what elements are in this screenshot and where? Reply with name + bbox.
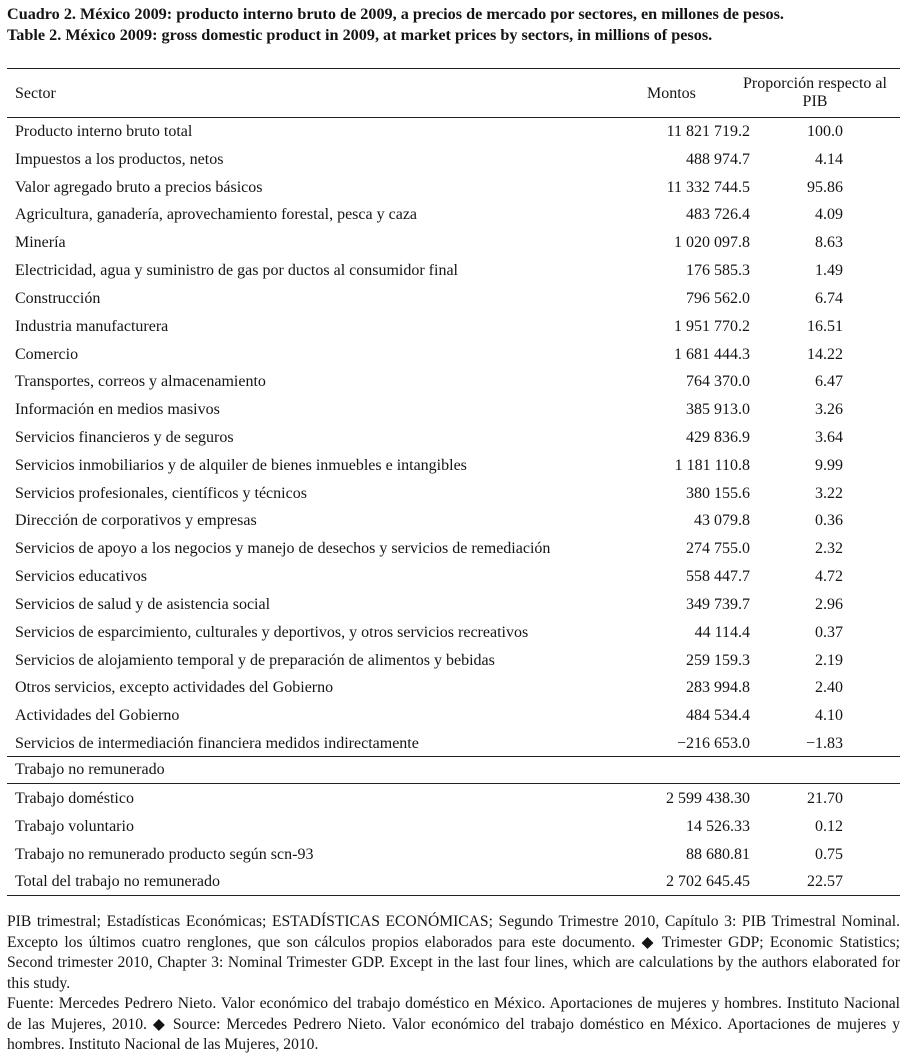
sector-cell: Trabajo doméstico [15,790,134,807]
amount-cell: 484 534.4 [686,707,750,725]
share-cell: 0.36 [815,512,843,530]
share-cell: 1.49 [815,262,843,280]
section-rule [7,756,900,757]
share-cell: 4.10 [815,707,843,725]
share-cell: 6.74 [815,289,843,307]
table-row [0,397,908,425]
amount-cell: 558 447.7 [686,568,750,586]
amount-cell: 11 821 719.2 [666,123,750,140]
amount-cell: 11 332 744.5 [666,178,750,196]
share-cell: 14.22 [807,345,843,363]
sector-cell: Trabajo no remunerado producto según scn-93 [15,845,314,863]
sector-cell: Actividades del Gobierno [15,707,180,725]
sector-cell: Impuestos a los productos, netos [15,150,224,168]
share-cell: 2.32 [815,540,843,558]
amount-cell: 488 974.7 [686,150,750,168]
share-cell: 6.47 [815,373,843,391]
table-row [0,230,908,258]
share-cell: 22.57 [807,873,843,891]
table-row [0,481,908,509]
sector-cell: Total del trabajo no remunerado [15,873,221,891]
table-row [0,814,908,842]
sector-cell: Producto interno bruto total [15,123,193,140]
share-cell: 3.64 [815,429,843,447]
header-sector: Sector [15,85,56,102]
header-montos: Montos [647,85,696,102]
amount-cell: 88 680.81 [686,845,750,863]
amount-cell: 483 726.4 [686,206,750,224]
amount-cell: 764 370.0 [686,373,750,391]
share-cell: 9.99 [815,456,843,474]
sector-cell: Electricidad, agua y suministro de gas por ductos al consumidor final [15,262,458,280]
amount-cell: 385 913.0 [686,401,750,419]
amount-cell: 1 020 097.8 [674,234,750,252]
sector-cell: Servicios de salud y de asistencia social [15,595,271,613]
table-row [0,648,908,676]
amount-cell: 283 994.8 [686,679,750,697]
share-cell: 4.14 [815,150,843,168]
share-cell: 8.63 [815,234,843,252]
sector-cell: Dirección de corporativos y empresas [15,512,257,530]
share-cell: 100.0 [807,123,843,140]
table-row [0,620,908,648]
sector-cell: Servicios educativos [15,568,147,586]
share-cell: 2.96 [815,595,843,613]
share-cell: 0.75 [815,845,843,863]
sector-cell: Servicios de apoyo a los negocios y manejo de desechos y servicios de remediación [15,540,551,558]
sector-cell: Servicios de esparcimiento, culturales y deportivos, y otros servicios recreativos [15,623,529,641]
sector-cell: Trabajo voluntario [15,817,134,835]
sector-cell: Agricultura, ganadería, aprovechamiento forestal, pesca y caza [15,206,418,224]
table-row [0,258,908,286]
table-row [0,286,908,314]
share-cell: 0.37 [815,623,843,641]
sector-cell: Servicios de alojamiento temporal y de preparación de alimentos y bebidas [15,651,495,669]
table-row [0,175,908,203]
share-cell: 2.19 [815,651,843,669]
amount-cell: 1 181 110.8 [674,456,750,474]
table-note: PIB trimestral; Estadísticas Económicas; ESTADÍSTICAS ECONÓMICAS; Segundo Trimestre 2010, Capítulo 3: PIB Trimestral Nominal. Excepto los últimos cuatro renglones, que son cálculos propios elaborados para este documento. ◆ Trimester GDP; Economic Statistics; Second trimester 2010, Chapter 3: Nominal Trimester GDP. Except in the last four lines, which are calculations by the authors elaborated for this study. [7,913,900,992]
table-row [0,842,908,870]
sector-cell: Servicios financieros y de seguros [15,429,234,447]
table-row [0,119,908,147]
amount-cell: 44 114.4 [694,623,750,641]
amount-cell: 380 155.6 [686,484,750,502]
share-cell: 3.22 [815,484,843,502]
table-row [0,147,908,175]
share-cell: 3.26 [815,401,843,419]
table-bottom-rule [7,895,900,896]
sector-cell: Servicios de intermediación financiera medidos indirectamente [15,735,419,753]
table-row [0,731,908,759]
amount-cell: 2 702 645.45 [666,873,750,891]
sector-cell: Minería [15,234,66,252]
sector-cell: Transportes, correos y almacenamiento [15,373,266,391]
header-proportion: Proporción respecto al PIB [743,75,887,110]
sector-cell: Construcción [15,289,101,307]
amount-cell: 429 836.9 [686,429,750,447]
sector-cell: Valor agregado bruto a precios básicos [15,178,263,196]
caption-english: Table 2. México 2009: gross domestic product in 2009, at market prices by sectors, in millions of pesos. [7,26,713,44]
amount-cell: 43 079.8 [694,512,750,530]
table-row [0,425,908,453]
amount-cell: −216 653.0 [676,735,750,753]
sector-cell: Servicios profesionales, científicos y técnicos [15,484,307,502]
amount-cell: 14 526.33 [686,817,750,835]
sector-cell: Información en medios masivos [15,401,220,419]
amount-cell: 796 562.0 [686,289,750,307]
table-row [0,786,908,814]
table-row [0,592,908,620]
amount-cell: 2 599 438.30 [666,790,750,807]
table-row [0,536,908,564]
amount-cell: 274 755.0 [686,540,750,558]
share-cell: −1.83 [805,735,843,753]
table-row [0,453,908,481]
share-cell: 0.12 [815,817,843,835]
table-row [0,564,908,592]
header-rule [7,117,900,118]
table-row [0,369,908,397]
table-row [0,508,908,536]
sector-cell: Industria manufacturera [15,317,169,335]
share-cell: 21.70 [807,790,843,807]
table-source: Fuente: Mercedes Pedrero Nieto. Valor económico del trabajo doméstico en México. Aportaciones de mujeres y hombres. Instituto Nacional de las Mujeres, 2010. ◆ Source: Mercedes Pedrero Nieto. Valor económico del trabajo doméstico en México. Aportaciones de mujeres y hombres. Instituto Nacional de las Mujeres, 2010. [7,995,900,1053]
table-top-rule [7,68,900,69]
share-cell: 16.51 [807,317,843,335]
caption-spanish: Cuadro 2. México 2009: producto interno bruto de 2009, a precios de mercado por sectores, en millones de pesos. [7,5,784,23]
sector-cell: Otros servicios, excepto actividades del Gobierno [15,679,334,697]
table-row [0,869,908,897]
table-row [0,675,908,703]
amount-cell: 349 739.7 [686,595,750,613]
unpaid-section-rule [7,783,900,784]
table-row [0,342,908,370]
sector-cell: Comercio [15,345,79,363]
table-row [0,703,908,731]
share-cell: 95.86 [807,178,843,196]
amount-cell: 1 681 444.3 [674,345,750,363]
amount-cell: 259 159.3 [686,651,750,669]
unpaid-section-label: Trabajo no remunerado [15,761,165,778]
table-row [0,314,908,342]
amount-cell: 176 585.3 [686,262,750,280]
table-row [0,202,908,230]
amount-cell: 1 951 770.2 [674,317,750,335]
share-cell: 4.09 [815,206,843,224]
sector-cell: Servicios inmobiliarios y de alquiler de bienes inmuebles e intangibles [15,456,467,474]
share-cell: 2.40 [815,679,843,697]
share-cell: 4.72 [815,568,843,586]
